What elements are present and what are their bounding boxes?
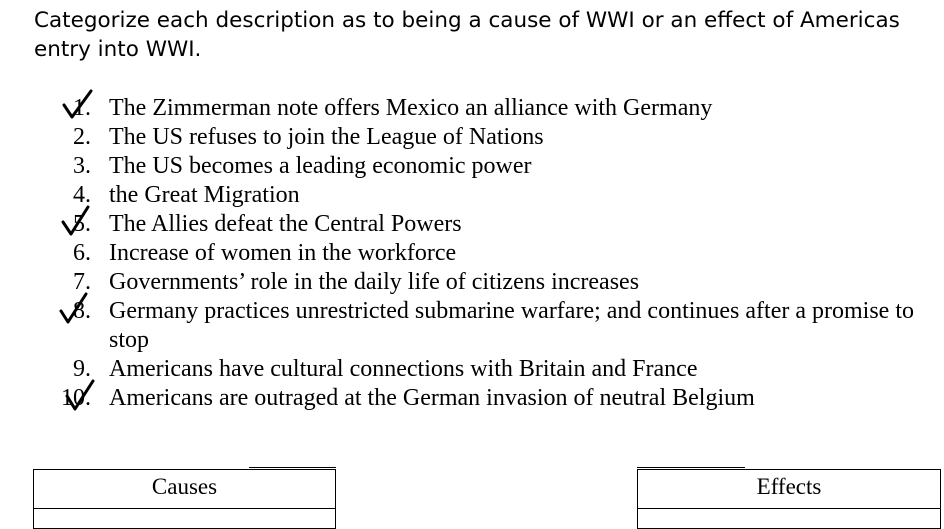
item-number: 7.: [73, 269, 91, 295]
effects-header: Effects: [638, 470, 940, 509]
description-list: [0, 94, 944, 413]
item-text: Increase of women in the workforce: [109, 240, 457, 266]
instructions-text: Categorize each description as to being a cause of WWI or an effect of Americas entry into WWI.: [34, 8, 900, 62]
list-item: [0, 268, 944, 297]
list-item: [0, 210, 944, 239]
item-text: Americans are outraged at the German invasion of neutral Belgium: [109, 385, 755, 411]
item-number: 9.: [73, 356, 91, 382]
item-number: 6.: [73, 240, 91, 266]
effects-column: [637, 469, 941, 529]
checkmark-icon: [58, 291, 92, 327]
item-number: 1.: [73, 95, 91, 121]
list-item: [0, 384, 944, 413]
list-item: [0, 123, 944, 152]
table-top-border: [637, 467, 745, 468]
item-number: 2.: [73, 124, 91, 150]
checkmark-icon: [61, 88, 95, 124]
item-number: 4.: [73, 182, 91, 208]
item-number: 8.: [73, 298, 91, 324]
item-text: The Allies defeat the Central Powers: [109, 211, 462, 237]
list-item: [0, 94, 944, 123]
causes-column: [33, 469, 336, 529]
item-number: 3.: [73, 153, 91, 179]
list-item: [0, 152, 944, 181]
item-number: 5.: [73, 211, 91, 237]
causes-header: Causes: [34, 470, 335, 509]
item-text: the Great Migration: [109, 182, 300, 208]
item-text: Americans have cultural connections with Britain and France: [109, 356, 698, 382]
item-number: 10.: [61, 385, 91, 411]
checkmark-icon: [60, 204, 94, 240]
list-item: [0, 355, 944, 384]
item-text: The US becomes a leading economic power: [109, 153, 532, 179]
list-item: [0, 297, 944, 355]
item-text: Governments’ role in the daily life of citizens increases: [109, 269, 640, 295]
item-text: Germany practices unrestricted submarine warfare; and continues after a promise to stop: [109, 298, 914, 353]
checkmark-icon: [64, 378, 98, 414]
table-top-border: [249, 467, 336, 468]
list-item: [0, 239, 944, 268]
item-text: The US refuses to join the League of Nations: [109, 124, 544, 150]
list-item: [0, 181, 944, 210]
item-text: The Zimmerman note offers Mexico an alliance with Germany: [109, 95, 713, 121]
